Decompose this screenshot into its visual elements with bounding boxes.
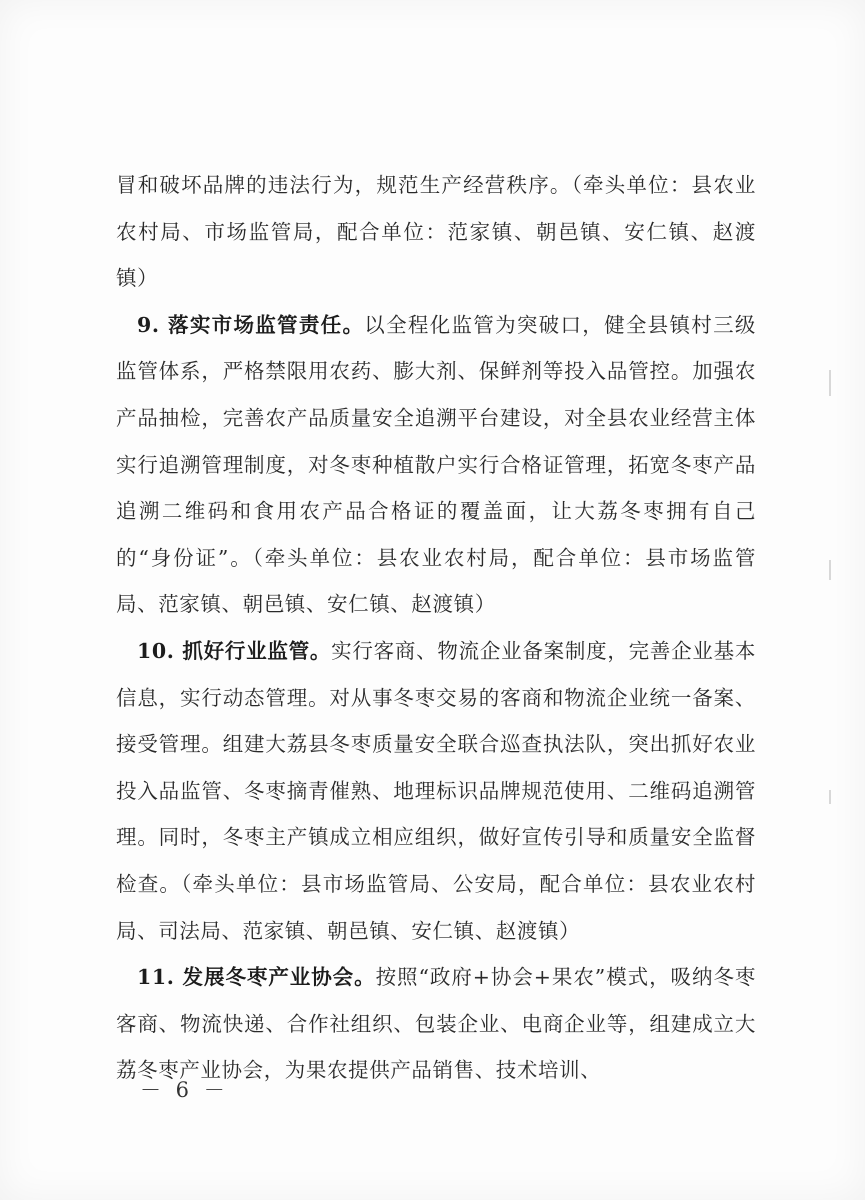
- paragraph-text: 以全程化监管为突破口，健全县镇村三级监管体系，严格禁限用农药、膨大剂、保鲜剂等投入品管控。加强农产品抽检，完善农产品质量安全追溯平台建设，对全县农业经营主体实行追溯管理制度，对冬枣种植散户实行合格证管理，拓宽冬枣产品追溯二维码和食用农产品合格证的覆盖面，让大荔冬枣拥有自己的“身份证”。（牵头单位：县农业农村局，配合单位：县市场监管局、范家镇、朝邑镇、安仁镇、赵渡镇）: [116, 312, 756, 617]
- scan-mark: [829, 790, 831, 804]
- scan-mark: [829, 560, 831, 580]
- paragraph-text: 实行客商、物流企业备案制度，完善企业基本信息，实行动态管理。对从事冬枣交易的客商和物流企业统一备案、接受管理。组建大荔县冬枣质量安全联合巡查执法队，突出抓好农业投入品监管、冬枣摘青催熟、地理标识品牌规范使用、二维码追溯管理。同时，冬枣主产镇成立相应组织，做好宣传引导和质量安全监督检查。（牵头单位：县市场监管局、公安局，配合单位：县农业农村局、司法局、范家镇、朝邑镇、安仁镇、赵渡镇）: [116, 638, 757, 943]
- document-body: [116, 162, 756, 1094]
- paragraph-text: 冒和破坏品牌的违法行为，规范生产经营秩序。（牵头单位：县农业农村局、市场监管局，配合单位：范家镇、朝邑镇、安仁镇、赵渡镇）: [116, 173, 756, 291]
- paragraph-item-11: [116, 954, 756, 1094]
- paragraph-heading: 11. 发展冬枣产业协会。: [137, 965, 376, 990]
- paragraph-text: 按照“政府+协会+果农”模式，吸纳冬枣客商、物流快递、合作社组织、包装企业、电商企业等，组建成立大荔冬枣产业协会，为果农提供产品销售、技术培训、: [116, 965, 756, 1083]
- paragraph-item-10: [116, 628, 756, 954]
- paragraph-heading: 9. 落实市场监管责任。: [137, 312, 365, 337]
- paragraph-heading: 10. 抓好行业监管。: [137, 638, 332, 663]
- paragraph-item-9: [116, 302, 756, 628]
- scan-mark: [829, 370, 831, 396]
- paragraph-continuation: [116, 162, 756, 302]
- page-number: － 6 －: [140, 1078, 229, 1102]
